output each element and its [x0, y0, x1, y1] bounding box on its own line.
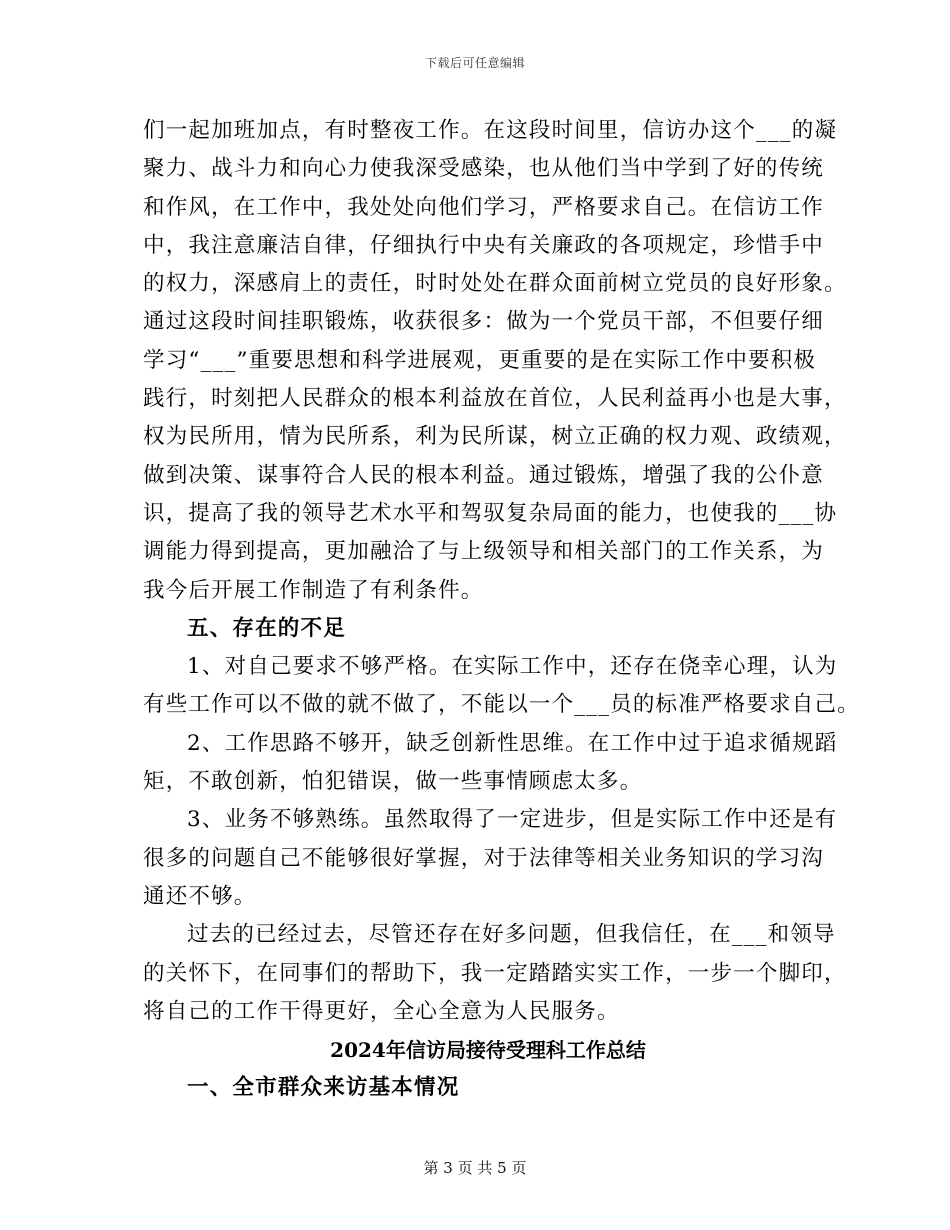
closing-paragraph-line: 的关怀下，在同事们的帮助下，我一定踏踏实实工作，一步一个脚印，	[143, 960, 847, 986]
closing-paragraph-line: 过去的已经过去，尽管还存在好多问题，但我信任，在___和领导	[187, 922, 836, 948]
paragraph-line: 们一起加班加点，有时整夜工作。在这段时间里，信访办这个___的凝	[143, 118, 838, 143]
list-item-line: 1、对自己要求不够严格。在实际工作中，还存在侥幸心理，认为	[187, 654, 838, 680]
paragraph-line: 和作风，在工作中，我处处向他们学习，严格要求自己。在信访工作	[143, 194, 825, 220]
paragraph-line: 的权力，深感肩上的责任，时时处处在群众面前树立党员的良好形象。	[143, 271, 847, 297]
document-body	[143, 112, 860, 1108]
paragraph-line: 权为民所用，情为民所系，利为民所谋，树立正确的权力观、政绩观，	[143, 424, 847, 450]
paragraph-line: 识，提高了我的领导艺术水平和驾驭复杂局面的能力，也使我的___协	[143, 500, 838, 526]
paragraph-line: 践行，时刻把人民群众的根本利益放在首位，人民利益再小也是大事，	[143, 386, 847, 412]
closing-paragraph-line: 将自己的工作干得更好，全心全意为人民服务。	[143, 998, 620, 1024]
section-heading: 五、存在的不足	[187, 615, 346, 641]
paragraph-line: 做到决策、谋事符合人民的根本利益。通过锻炼，增强了我的公仆意	[143, 462, 825, 488]
header-note: 下载后可任意编辑	[424, 56, 525, 70]
list-item-line: 2、工作思路不够开，缺乏创新性思维。在工作中过于追求循规蹈	[187, 730, 838, 756]
list-item-line: 通还不够。	[143, 883, 257, 909]
paragraph-line: 调能力得到提高，更加融洽了与上级领导和相关部门的工作关系，为	[143, 539, 825, 565]
paragraph-line: 聚力、战斗力和向心力使我深受感染，也从他们当中学到了好的传统	[143, 156, 825, 182]
list-item-line: 矩，不敢创新，怕犯错误，做一些事情顾虑太多。	[143, 769, 643, 795]
paragraph-line: 中，我注意廉洁自律，仔细执行中央有关廉政的各项规定，珍惜手中	[143, 232, 825, 258]
paragraph-line: 通过这段时间挂职锻炼，收获很多：做为一个党员干部，不但要仔细	[143, 309, 825, 335]
list-item-line: 很多的问题自己不能够很好掌握，对于法律等相关业务知识的学习沟	[143, 845, 825, 871]
list-item-line: 3、业务不够熟练。虽然取得了一定进步，但是实际工作中还是有	[187, 807, 838, 833]
paragraph-line: 我今后开展工作制造了有利条件。	[143, 577, 484, 603]
section-heading: 一、全市群众来访基本情况	[187, 1075, 460, 1101]
page-number: 第 3 页 共 5 页	[423, 1159, 527, 1177]
document-title: 2024年信访局接待受理科工作总结	[330, 1038, 646, 1063]
list-item-line: 有些工作可以不做的就不做了，不能以一个___员的标准严格要求自己。	[143, 692, 860, 718]
paragraph-line: 学习“___”重要思想和科学进展观，更重要的是在实际工作中要积极	[143, 347, 817, 373]
